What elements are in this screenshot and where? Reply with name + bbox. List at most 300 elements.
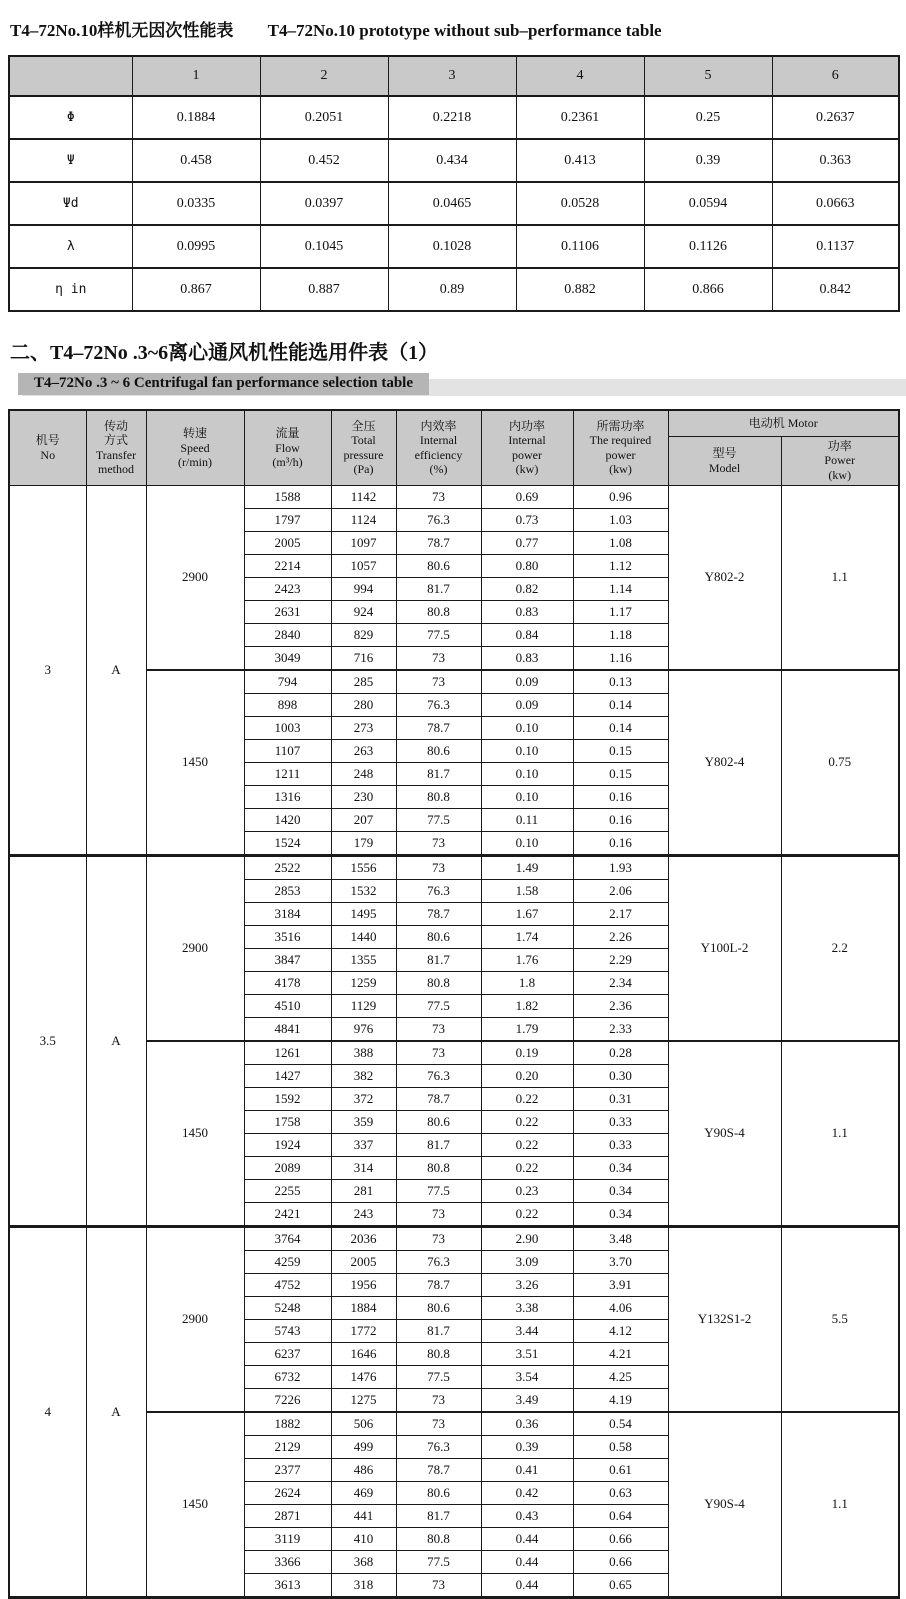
efficiency-cell: 73 [396,1226,481,1250]
machine-no-cell: 3.5 [9,855,86,1226]
pressure-cell: 1275 [331,1388,396,1412]
internal-power-cell: 1.76 [481,948,573,971]
efficiency-cell: 80.6 [396,1481,481,1504]
flow-cell: 3764 [244,1226,331,1250]
internal-power-cell: 3.38 [481,1296,573,1319]
dimless-row [9,268,899,311]
fan-data-row [9,485,899,508]
page-title-en: T4–72No.10 prototype without sub–performance table [267,21,662,40]
required-power-cell: 0.63 [573,1481,668,1504]
flow-cell: 4841 [244,1017,331,1041]
internal-power-cell: 0.36 [481,1412,573,1436]
flow-cell: 898 [244,693,331,716]
pressure-cell: 994 [331,577,396,600]
speed-cell: 1450 [146,1412,244,1598]
internal-power-cell: 3.49 [481,1388,573,1412]
motor-model-cell: Y132S1-2 [668,1226,781,1412]
internal-power-cell: 0.10 [481,762,573,785]
pressure-cell: 1259 [331,971,396,994]
param-value-cell: 0.1137 [772,225,899,268]
internal-power-cell: 0.09 [481,693,573,716]
efficiency-cell: 78.7 [396,716,481,739]
efficiency-cell: 76.3 [396,508,481,531]
pressure-cell: 318 [331,1573,396,1597]
pressure-cell: 1129 [331,994,396,1017]
param-value-cell: 0.0663 [772,182,899,225]
required-power-cell: 1.08 [573,531,668,554]
required-power-cell: 0.66 [573,1527,668,1550]
efficiency-cell: 80.8 [396,600,481,623]
internal-power-cell: 0.22 [481,1202,573,1226]
required-power-cell: 0.13 [573,670,668,694]
efficiency-cell: 77.5 [396,1365,481,1388]
flow-cell: 1420 [244,808,331,831]
dimless-col-header: 5 [644,56,772,96]
pressure-cell: 273 [331,716,396,739]
efficiency-cell: 80.6 [396,739,481,762]
fan-performance-selection-table [8,409,900,1599]
efficiency-cell: 77.5 [396,808,481,831]
param-value-cell: 0.0397 [260,182,388,225]
pressure-cell: 410 [331,1527,396,1550]
pressure-cell: 179 [331,831,396,855]
dimensionless-performance-table [8,55,900,312]
required-power-cell: 1.14 [573,577,668,600]
flow-cell: 2624 [244,1481,331,1504]
efficiency-cell: 81.7 [396,1319,481,1342]
efficiency-cell: 77.5 [396,623,481,646]
pressure-cell: 314 [331,1156,396,1179]
motor-power-cell: 1.1 [781,1041,899,1227]
col-header-total-pressure: 全压 Total pressure (Pa) [331,410,396,485]
dimless-corner-cell [9,56,132,96]
flow-cell: 1758 [244,1110,331,1133]
param-value-cell: 0.0594 [644,182,772,225]
efficiency-cell: 80.6 [396,925,481,948]
pressure-cell: 441 [331,1504,396,1527]
flow-cell: 2089 [244,1156,331,1179]
internal-power-cell: 1.58 [481,879,573,902]
required-power-cell: 0.65 [573,1573,668,1597]
required-power-cell: 0.14 [573,693,668,716]
flow-cell: 1524 [244,831,331,855]
pressure-cell: 1956 [331,1273,396,1296]
param-value-cell: 0.867 [132,268,260,311]
efficiency-cell: 73 [396,1388,481,1412]
selection-header-row-1 [9,410,899,436]
efficiency-cell: 80.6 [396,1296,481,1319]
param-value-cell: 0.458 [132,139,260,182]
required-power-cell: 2.33 [573,1017,668,1041]
efficiency-cell: 78.7 [396,1273,481,1296]
motor-model-cell: Y90S-4 [668,1041,781,1227]
required-power-cell: 4.06 [573,1296,668,1319]
machine-no-cell: 4 [9,1226,86,1597]
param-label-cell: Ψ [9,139,132,182]
efficiency-cell: 80.8 [396,1156,481,1179]
param-value-cell: 0.363 [772,139,899,182]
flow-cell: 1797 [244,508,331,531]
internal-power-cell: 0.84 [481,623,573,646]
internal-power-cell: 0.23 [481,1179,573,1202]
flow-cell: 5248 [244,1296,331,1319]
required-power-cell: 1.93 [573,855,668,879]
required-power-cell: 0.33 [573,1133,668,1156]
flow-cell: 1211 [244,762,331,785]
pressure-cell: 368 [331,1550,396,1573]
speed-cell: 2900 [146,485,244,670]
param-value-cell: 0.1106 [516,225,644,268]
internal-power-cell: 0.10 [481,739,573,762]
flow-cell: 2522 [244,855,331,879]
efficiency-cell: 80.8 [396,785,481,808]
efficiency-cell: 73 [396,1041,481,1065]
flow-cell: 2255 [244,1179,331,1202]
motor-power-cell: 5.5 [781,1226,899,1412]
col-header-internal-efficiency: 内效率 Internal efficiency (%) [396,410,481,485]
internal-power-cell: 0.43 [481,1504,573,1527]
efficiency-cell: 81.7 [396,762,481,785]
speed-cell: 1450 [146,1041,244,1227]
internal-power-cell: 0.11 [481,808,573,831]
efficiency-cell: 78.7 [396,1458,481,1481]
param-value-cell: 0.25 [644,96,772,139]
flow-cell: 1592 [244,1087,331,1110]
internal-power-cell: 3.51 [481,1342,573,1365]
required-power-cell: 2.29 [573,948,668,971]
efficiency-cell: 78.7 [396,902,481,925]
pressure-cell: 388 [331,1041,396,1065]
param-value-cell: 0.2637 [772,96,899,139]
required-power-cell: 0.61 [573,1458,668,1481]
flow-cell: 2840 [244,623,331,646]
efficiency-cell: 80.6 [396,554,481,577]
param-label-cell: η in [9,268,132,311]
required-power-cell: 0.58 [573,1435,668,1458]
pressure-cell: 1355 [331,948,396,971]
param-label-cell: λ [9,225,132,268]
flow-cell: 1003 [244,716,331,739]
required-power-cell: 0.64 [573,1504,668,1527]
efficiency-cell: 81.7 [396,1133,481,1156]
required-power-cell: 0.15 [573,762,668,785]
param-value-cell: 0.1028 [388,225,516,268]
internal-power-cell: 0.44 [481,1527,573,1550]
flow-cell: 2853 [244,879,331,902]
section-title: 二、T4–72No .3~6离心通风机性能选用件表（1） [10,342,439,364]
pressure-cell: 230 [331,785,396,808]
required-power-cell: 4.21 [573,1342,668,1365]
internal-power-cell: 0.10 [481,785,573,808]
flow-cell: 2871 [244,1504,331,1527]
col-header-motor: 电动机 Motor [668,410,899,436]
transfer-method-cell: A [86,855,146,1226]
dimless-row [9,139,899,182]
flow-cell: 4510 [244,994,331,1017]
internal-power-cell: 0.22 [481,1087,573,1110]
flow-cell: 2129 [244,1435,331,1458]
param-value-cell: 0.882 [516,268,644,311]
pressure-cell: 1556 [331,855,396,879]
fan-data-row [9,855,899,879]
required-power-cell: 3.91 [573,1273,668,1296]
speed-cell: 1450 [146,670,244,856]
required-power-cell: 0.34 [573,1179,668,1202]
efficiency-cell: 77.5 [396,1179,481,1202]
efficiency-cell: 78.7 [396,1087,481,1110]
pressure-cell: 1476 [331,1365,396,1388]
pressure-cell: 280 [331,693,396,716]
efficiency-cell: 73 [396,670,481,694]
required-power-cell: 1.03 [573,508,668,531]
pressure-cell: 1646 [331,1342,396,1365]
pressure-cell: 359 [331,1110,396,1133]
required-power-cell: 0.30 [573,1064,668,1087]
machine-no-cell: 3 [9,485,86,855]
efficiency-cell: 76.3 [396,1435,481,1458]
internal-power-cell: 0.20 [481,1064,573,1087]
internal-power-cell: 0.42 [481,1481,573,1504]
flow-cell: 2214 [244,554,331,577]
flow-cell: 2377 [244,1458,331,1481]
flow-cell: 1924 [244,1133,331,1156]
internal-power-cell: 0.09 [481,670,573,694]
pressure-cell: 1772 [331,1319,396,1342]
motor-model-cell: Y802-4 [668,670,781,856]
flow-cell: 4178 [244,971,331,994]
section-subtitle-row [18,373,898,397]
speed-cell: 2900 [146,1226,244,1412]
pressure-cell: 1532 [331,879,396,902]
pressure-cell: 976 [331,1017,396,1041]
internal-power-cell: 0.80 [481,554,573,577]
required-power-cell: 4.25 [573,1365,668,1388]
required-power-cell: 2.06 [573,879,668,902]
motor-model-cell: Y100L-2 [668,855,781,1041]
efficiency-cell: 73 [396,1412,481,1436]
param-value-cell: 0.434 [388,139,516,182]
flow-cell: 3119 [244,1527,331,1550]
motor-power-cell: 1.1 [781,1412,899,1598]
internal-power-cell: 0.39 [481,1435,573,1458]
dimless-col-header: 4 [516,56,644,96]
internal-power-cell: 0.41 [481,1458,573,1481]
pressure-cell: 1057 [331,554,396,577]
pressure-cell: 382 [331,1064,396,1087]
pressure-cell: 469 [331,1481,396,1504]
param-value-cell: 0.842 [772,268,899,311]
dimless-col-header: 1 [132,56,260,96]
efficiency-cell: 77.5 [396,1550,481,1573]
param-value-cell: 0.0465 [388,182,516,225]
efficiency-cell: 73 [396,1573,481,1597]
required-power-cell: 3.70 [573,1250,668,1273]
internal-power-cell: 3.44 [481,1319,573,1342]
pressure-cell: 486 [331,1458,396,1481]
col-header-internal-power: 内功率 Internal power (kw) [481,410,573,485]
param-value-cell: 0.1884 [132,96,260,139]
required-power-cell: 4.19 [573,1388,668,1412]
motor-power-cell: 2.2 [781,855,899,1041]
efficiency-cell: 73 [396,831,481,855]
efficiency-cell: 73 [396,485,481,508]
page-title-zh: T4–72No.10样机无因次性能表 [10,21,234,40]
flow-cell: 1316 [244,785,331,808]
efficiency-cell: 81.7 [396,1504,481,1527]
flow-cell: 1882 [244,1412,331,1436]
efficiency-cell: 73 [396,646,481,670]
flow-cell: 3184 [244,902,331,925]
param-value-cell: 0.0528 [516,182,644,225]
efficiency-cell: 76.3 [396,1250,481,1273]
param-value-cell: 0.2051 [260,96,388,139]
param-value-cell: 0.866 [644,268,772,311]
internal-power-cell: 1.79 [481,1017,573,1041]
param-value-cell: 0.1126 [644,225,772,268]
required-power-cell: 0.16 [573,808,668,831]
required-power-cell: 1.18 [573,623,668,646]
required-power-cell: 0.31 [573,1087,668,1110]
section-subtitle: T4–72No .3 ~ 6 Centrifugal fan performance selection table [18,373,429,395]
internal-power-cell: 3.09 [481,1250,573,1273]
internal-power-cell: 0.19 [481,1041,573,1065]
required-power-cell: 0.15 [573,739,668,762]
pressure-cell: 506 [331,1412,396,1436]
transfer-method-cell: A [86,485,146,855]
pressure-cell: 1440 [331,925,396,948]
internal-power-cell: 2.90 [481,1226,573,1250]
pressure-cell: 1142 [331,485,396,508]
flow-cell: 3366 [244,1550,331,1573]
efficiency-cell: 80.8 [396,1527,481,1550]
flow-cell: 1427 [244,1064,331,1087]
pressure-cell: 248 [331,762,396,785]
pressure-cell: 372 [331,1087,396,1110]
pressure-cell: 2036 [331,1226,396,1250]
pressure-cell: 716 [331,646,396,670]
flow-cell: 5743 [244,1319,331,1342]
col-header-transfer-method: 传动 方式 Transfer method [86,410,146,485]
flow-cell: 3049 [244,646,331,670]
col-header-required-power: 所需功率 The required power (kw) [573,410,668,485]
pressure-cell: 1124 [331,508,396,531]
param-value-cell: 0.2361 [516,96,644,139]
flow-cell: 6237 [244,1342,331,1365]
pressure-cell: 281 [331,1179,396,1202]
internal-power-cell: 3.26 [481,1273,573,1296]
internal-power-cell: 0.83 [481,600,573,623]
efficiency-cell: 73 [396,1202,481,1226]
motor-power-cell: 1.1 [781,485,899,670]
internal-power-cell: 1.8 [481,971,573,994]
pressure-cell: 499 [331,1435,396,1458]
pressure-cell: 285 [331,670,396,694]
page-title [10,16,898,41]
flow-cell: 794 [244,670,331,694]
internal-power-cell: 0.69 [481,485,573,508]
pressure-cell: 2005 [331,1250,396,1273]
pressure-cell: 1495 [331,902,396,925]
pressure-cell: 243 [331,1202,396,1226]
param-value-cell: 0.413 [516,139,644,182]
pressure-cell: 924 [331,600,396,623]
required-power-cell: 0.16 [573,831,668,855]
flow-cell: 3516 [244,925,331,948]
internal-power-cell: 0.73 [481,508,573,531]
transfer-method-cell: A [86,1226,146,1597]
efficiency-cell: 78.7 [396,531,481,554]
required-power-cell: 0.96 [573,485,668,508]
flow-cell: 3847 [244,948,331,971]
flow-cell: 3613 [244,1573,331,1597]
flow-cell: 6732 [244,1365,331,1388]
required-power-cell: 2.26 [573,925,668,948]
required-power-cell: 0.33 [573,1110,668,1133]
internal-power-cell: 0.10 [481,716,573,739]
col-header-motor-power: 功率 Power (kw) [781,436,899,485]
motor-model-cell: Y802-2 [668,485,781,670]
required-power-cell: 0.34 [573,1156,668,1179]
col-header-machine-no: 机号 No [9,410,86,485]
efficiency-cell: 76.3 [396,693,481,716]
param-value-cell: 0.452 [260,139,388,182]
internal-power-cell: 0.22 [481,1156,573,1179]
flow-cell: 7226 [244,1388,331,1412]
flow-cell: 1588 [244,485,331,508]
required-power-cell: 1.17 [573,600,668,623]
internal-power-cell: 3.54 [481,1365,573,1388]
param-label-cell: Φ [9,96,132,139]
pressure-cell: 207 [331,808,396,831]
internal-power-cell: 0.22 [481,1133,573,1156]
fan-data-row [9,1226,899,1250]
param-value-cell: 0.39 [644,139,772,182]
efficiency-cell: 73 [396,855,481,879]
pressure-cell: 829 [331,623,396,646]
dimless-col-header: 6 [772,56,899,96]
required-power-cell: 0.54 [573,1412,668,1436]
flow-cell: 2005 [244,531,331,554]
dimless-row [9,225,899,268]
dimless-header-row [9,56,899,96]
efficiency-cell: 81.7 [396,577,481,600]
internal-power-cell: 1.67 [481,902,573,925]
dimless-col-header: 3 [388,56,516,96]
efficiency-cell: 80.8 [396,971,481,994]
param-value-cell: 0.0995 [132,225,260,268]
internal-power-cell: 0.83 [481,646,573,670]
internal-power-cell: 0.77 [481,531,573,554]
required-power-cell: 1.16 [573,646,668,670]
param-value-cell: 0.0335 [132,182,260,225]
efficiency-cell: 76.3 [396,879,481,902]
col-header-motor-model: 型号 Model [668,436,781,485]
internal-power-cell: 0.44 [481,1573,573,1597]
required-power-cell: 2.34 [573,971,668,994]
efficiency-cell: 76.3 [396,1064,481,1087]
internal-power-cell: 0.82 [481,577,573,600]
internal-power-cell: 0.10 [481,831,573,855]
required-power-cell: 0.14 [573,716,668,739]
dimless-col-header: 2 [260,56,388,96]
param-value-cell: 0.1045 [260,225,388,268]
internal-power-cell: 1.82 [481,994,573,1017]
param-value-cell: 0.887 [260,268,388,311]
required-power-cell: 2.17 [573,902,668,925]
pressure-cell: 337 [331,1133,396,1156]
required-power-cell: 1.12 [573,554,668,577]
flow-cell: 2421 [244,1202,331,1226]
